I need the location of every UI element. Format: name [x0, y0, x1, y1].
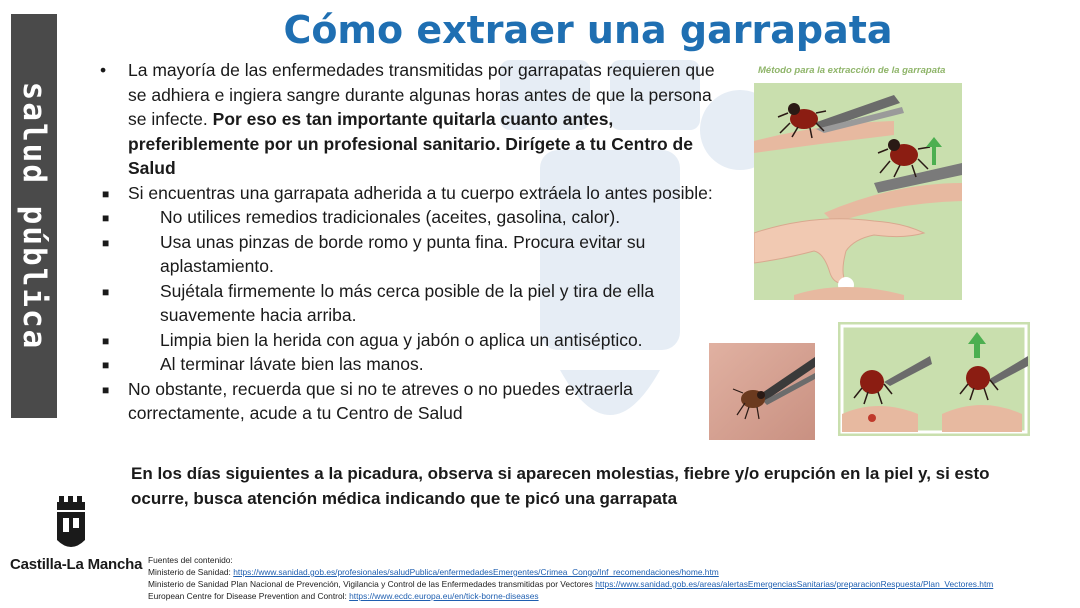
source-3-label: European Centre for Disease Prevention and Control: [148, 591, 350, 601]
bullet-1-text: La mayoría de las enfermedades transmitidas por garrapatas requieren que se adhiera e ingiera sangre durante algunas horas antes de que la persona se infecte. [128, 60, 715, 129]
source-2-label: Ministerio de Sanidad Plan Nacional de Prevención, Vigilancia y Control de las Enfermedades transmitidas por Vectores [148, 579, 596, 589]
sources-heading: Fuentes del contenido: [148, 555, 233, 565]
sub-bullet-text: No utilices remedios tradicionales (aceites, gasolina, calor). [160, 207, 621, 227]
source-line-3 [148, 590, 993, 602]
bullet-3-text: No obstante, recuerda que si no te atreves o no puedes extraerla correctamente, acude a tu Centro de Salud [128, 378, 633, 423]
sub-bullet-text: Limpia bien la herida con agua y jabón o aplica un antiséptico. [160, 329, 643, 350]
source-3-link[interactable]: https://www.ecdc.europa.eu/en/tick-borne-diseases [349, 591, 539, 601]
bullet-square-icon: ■ [102, 382, 110, 397]
bullet-3 [96, 377, 716, 426]
page-title: Cómo extraer una garrapata [283, 8, 893, 52]
tick-removal-illustration [754, 83, 962, 300]
bullet-1 [96, 58, 716, 181]
bullet-2 [96, 181, 716, 206]
source-line-1 [148, 566, 993, 578]
bullet-square-icon: ■ [102, 186, 110, 201]
sub-bullet-1 [96, 205, 716, 230]
bullet-square-icon: ■ [102, 211, 110, 225]
bullet-square-icon: ■ [102, 284, 110, 299]
sub-bullet-text: Sujétala firmemente lo más cerca posible de la piel y tira de ella suavemente hacia arriba. [160, 280, 655, 325]
bullet-dot-icon: • [100, 60, 107, 80]
sub-bullet-2 [96, 230, 716, 279]
source-1-link[interactable]: https://www.sanidad.gob.es/profesionales/saludPublica/enfermedadesEmergentes/Crimea_Congo/Inf_recomendaciones/home.htm [233, 567, 719, 577]
sub-bullet-text: Al terminar lávate bien las manos. [160, 354, 424, 374]
source-2-link[interactable]: https://www.sanidad.gob.es/areas/alertasEmergenciasSanitarias/preparacionRespuesta/Plan_Vectores.htm [595, 579, 994, 589]
logo-text: Castilla-La Mancha [10, 556, 143, 573]
closing-warning: En los días siguientes a la picadura, observa si aparecen molestias, fiebre y/o erupción en la piel y, si esto ocurre, busca atención médica indicando que te picó una garrapata [131, 464, 990, 508]
main-content [96, 58, 716, 426]
sources-block [148, 554, 993, 602]
sub-bullet-3 [96, 279, 716, 328]
side-label: salud pública [16, 81, 52, 351]
bullet-2-text: Si encuentras una garrapata adherida a tu cuerpo extráela lo antes posible: [128, 182, 713, 203]
source-line-2 [148, 578, 993, 590]
tick-photo [709, 343, 815, 440]
bullet-square-icon: ■ [102, 333, 110, 348]
sub-bullet-text: Usa unas pinzas de borde romo y punta fina. Procura evitar su aplastamiento. [160, 231, 646, 276]
sub-bullet-4 [96, 328, 716, 353]
bullet-1-bold: Por eso es tan importante quitarla cuanto antes, preferiblemente por un profesional sanitario. Dirígete a tu Centro de Salud [128, 109, 693, 178]
tick-pull-illustration [838, 322, 1030, 436]
bullet-square-icon: ■ [102, 358, 110, 372]
source-1-label: Ministerio de Sanidad: [148, 567, 234, 577]
coat-of-arms-icon [53, 496, 89, 554]
figure-caption: Método para la extracción de la garrapata [758, 65, 946, 76]
sub-bullet-5 [96, 352, 716, 377]
side-band [11, 14, 57, 418]
bullet-square-icon: ■ [102, 235, 110, 250]
